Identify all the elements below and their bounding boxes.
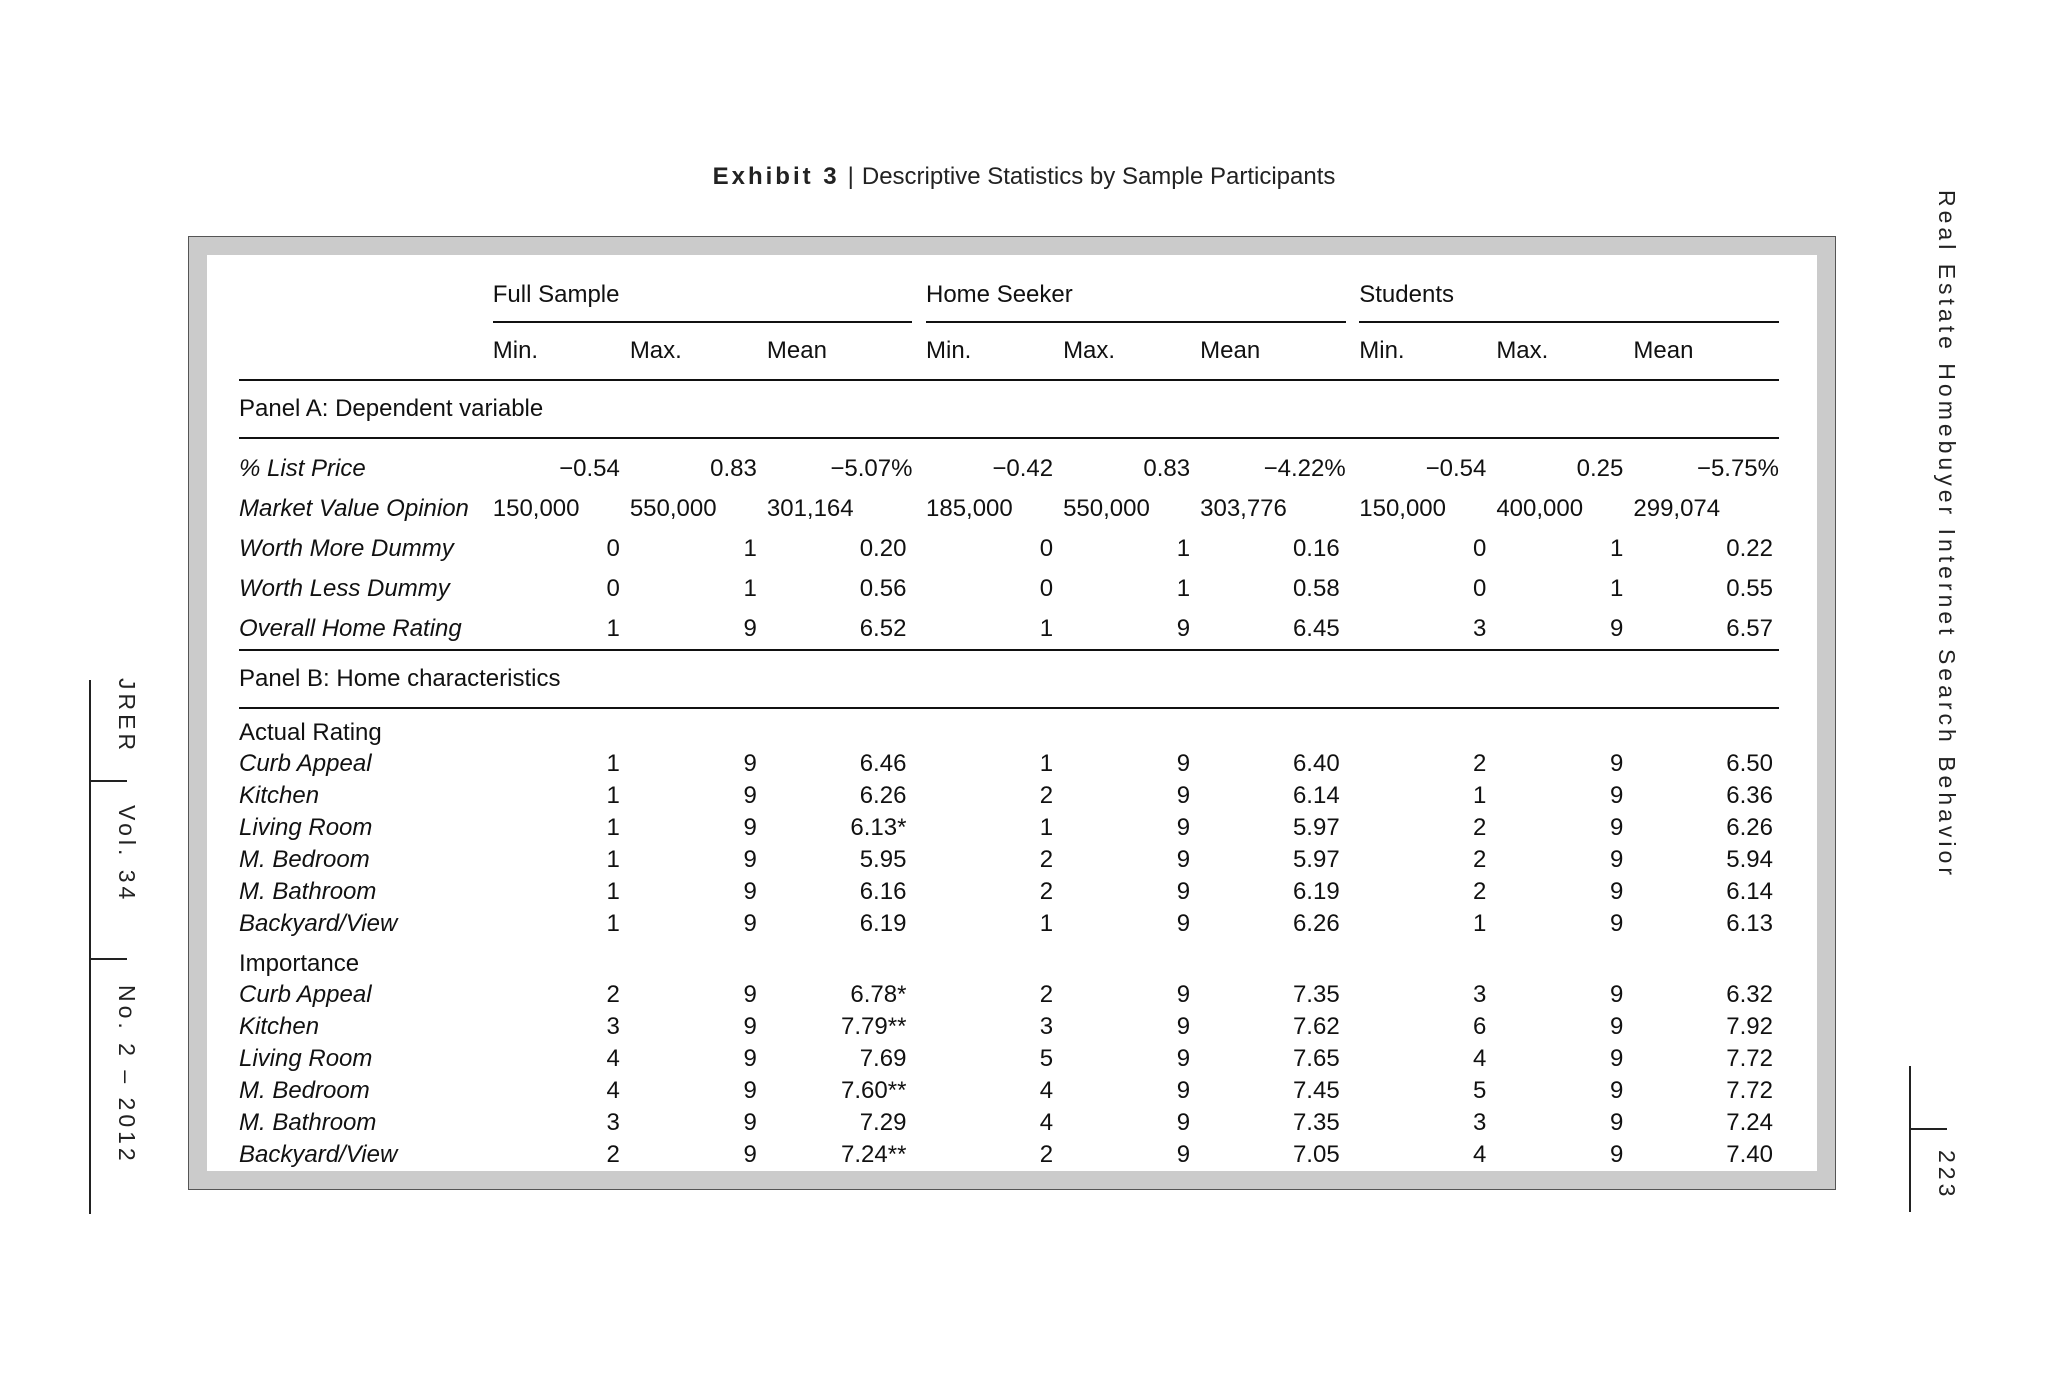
table-row [239,609,1779,650]
cell: 4 [606,1045,620,1072]
cell: 550,000 [1063,495,1150,522]
cell: −0.54 [1425,455,1487,482]
cell: 9 [1176,782,1191,809]
row-label: Kitchen [239,782,320,809]
cell: 2 [1472,814,1487,841]
table-row [239,1139,1779,1171]
panel-a-title: Panel A: Dependent variable [239,380,1779,438]
cell: 1 [606,878,620,905]
cell: 9 [743,750,757,777]
journal-issue: No. 2 – 2012 [114,985,140,1165]
cell: 0.22 [1726,535,1773,562]
cell: 4 [1472,1141,1487,1168]
section-title-row [239,708,1779,748]
cell: 7.72 [1726,1045,1773,1072]
cell: 1 [1039,750,1054,777]
cell: 2 [1039,878,1054,905]
table-row [239,1107,1779,1139]
row-label: Worth More Dummy [239,535,454,562]
table-row [239,449,1779,489]
cell: 1 [1472,782,1487,809]
cell: 0.56 [859,575,907,602]
cell: 6.32 [1726,981,1773,1008]
cell: 1 [606,750,620,777]
cell: 9 [743,1141,757,1168]
cell: 299,074 [1633,495,1721,522]
page-number: 223 [1934,1150,1960,1201]
cell: 6.45 [1200,609,1346,650]
cell: 6.16 [859,878,907,905]
cell: 1 [1039,910,1054,937]
cell: 2 [1039,981,1054,1008]
row-label: Living Room [239,1045,373,1072]
cell: 5.97 [1292,846,1340,873]
row-label: Market Value Opinion [239,495,469,522]
cell: 7.92 [1726,1013,1773,1040]
group-home-seeker: Home Seeker [926,268,1346,322]
cell: 7.05 [1292,1141,1340,1168]
cell: 9 [1610,1109,1624,1136]
cell: 9 [743,782,757,809]
cell: 9 [630,609,767,650]
cell: 7.69 [859,1045,907,1072]
cell: 9 [1176,814,1191,841]
cell: 2 [606,981,620,1008]
cell: 2 [1472,846,1487,873]
cell: 7.79** [841,1013,907,1040]
cell: 1 [926,609,1063,650]
cell: 303,776 [1200,495,1287,522]
cell: 0 [1039,535,1054,562]
cell: 7.35 [1292,1109,1340,1136]
cell: 9 [1610,981,1624,1008]
cell: 1 [1472,910,1487,937]
cell: 7.40 [1726,1141,1773,1168]
cell: 5 [1039,1045,1054,1072]
table-row [239,569,1779,609]
table-frame [188,236,1836,1190]
cell: 0.83 [1143,455,1191,482]
group-students: Students [1359,268,1779,322]
journal-name: JRER [114,678,140,755]
cell: 7.24 [1726,1109,1773,1136]
cell: 9 [743,1109,757,1136]
cell: 0 [606,535,620,562]
cell: 6.57 [1633,609,1779,650]
table-row [239,1075,1779,1107]
cell: 0 [1472,535,1487,562]
cell: 7.29 [859,1109,907,1136]
cell: 1 [606,814,620,841]
cell: 7.35 [1292,981,1340,1008]
section-actual-rating: Actual Rating [239,719,382,746]
row-label: Backyard/View [239,1141,398,1168]
cell: 0 [1472,575,1487,602]
cell: 9 [1176,1141,1191,1168]
cell: 9 [1610,878,1624,905]
cell: 9 [1176,750,1191,777]
cell: 3 [1359,609,1496,650]
cell: 9 [1063,609,1200,650]
cell: 3 [1472,1109,1487,1136]
cell: 5.94 [1726,846,1773,873]
cell: 6.14 [1726,878,1773,905]
row-label: Curb Appeal [239,750,372,777]
cell: 6.40 [1292,750,1340,777]
cell: 0.25 [1576,455,1624,482]
table-row [239,908,1779,940]
cell: 150,000 [1359,495,1447,522]
group-full-sample: Full Sample [493,268,913,322]
cell: 9 [1176,981,1191,1008]
cell: 9 [1176,1013,1191,1040]
cell: 5.95 [859,846,907,873]
table-row [239,489,1779,529]
cell: 1 [1176,535,1191,562]
row-label: Worth Less Dummy [239,575,450,602]
cell: 9 [743,1045,757,1072]
cell: 7.72 [1726,1077,1773,1104]
cell: 9 [1610,782,1624,809]
cell: 550,000 [629,495,717,522]
cell: 6.50 [1726,750,1773,777]
cell: 2 [1472,750,1487,777]
cell: 9 [1610,814,1624,841]
cell: 0 [606,575,620,602]
col-max: Max. [1496,322,1633,380]
cell: 9 [1176,846,1191,873]
cell: 9 [1176,1109,1191,1136]
exhibit-separator: | [847,163,854,190]
cell: 0.83 [710,455,757,482]
cell: 3 [606,1013,620,1040]
row-label: M. Bathroom [239,1109,377,1136]
cell: 5.97 [1292,814,1340,841]
margin-rule [89,780,127,782]
cell: 4 [606,1077,620,1104]
group-header-row [239,268,1779,322]
margin-rule [1909,1128,1947,1130]
panel-b-title-row [239,650,1779,708]
margin-rule [89,958,127,960]
row-label: M. Bedroom [239,1077,370,1104]
col-mean: Mean [1200,322,1346,380]
cell: 9 [1176,1077,1191,1104]
cell: 6.19 [859,910,907,937]
row-label: M. Bathroom [239,878,377,905]
col-min: Min. [926,322,1063,380]
running-title: Real Estate Homebuyer Internet Search Behavior [1934,190,1960,879]
col-max: Max. [630,322,767,380]
cell: 7.45 [1292,1077,1340,1104]
cell: 0.16 [1292,535,1340,562]
cell: −4.22% [1263,455,1346,482]
cell: 301,164 [766,495,854,522]
cell: 4 [1039,1109,1054,1136]
table-row [239,844,1779,876]
col-mean: Mean [1633,322,1779,380]
cell: 0.58 [1292,575,1340,602]
cell: −5.75% [1696,455,1779,482]
table-row [239,748,1779,780]
cell: 1 [493,609,630,650]
cell: 1 [606,846,620,873]
cell: 1 [606,782,620,809]
cell: 9 [743,1013,757,1040]
row-label: M. Bedroom [239,846,370,873]
cell: 1 [743,575,757,602]
cell: 6.13 [1726,910,1773,937]
cell: 7.65 [1292,1045,1340,1072]
cell: 9 [1176,910,1191,937]
row-label: Living Room [239,814,373,841]
col-mean: Mean [767,322,913,380]
cell: 6.46 [859,750,907,777]
cell: 6.78* [850,981,907,1008]
table-row [239,812,1779,844]
cell: 9 [743,878,757,905]
cell: −0.54 [559,455,620,482]
cell: 2 [606,1141,620,1168]
table-row [239,1043,1779,1075]
table-row [239,1011,1779,1043]
table-panel [207,255,1817,1171]
table-row [239,780,1779,812]
cell: 1 [1039,814,1054,841]
subheader-row [239,322,1779,380]
cell: 7.62 [1292,1013,1340,1040]
cell: 6.52 [767,609,913,650]
cell: 9 [1496,609,1633,650]
cell: 1 [606,910,620,937]
cell: 9 [1610,1045,1624,1072]
cell: 0.55 [1726,575,1773,602]
cell: 6.14 [1292,782,1340,809]
cell: 2 [1039,1141,1054,1168]
panel-b-title: Panel B: Home characteristics [239,650,1779,708]
exhibit-label: Exhibit 3 [712,163,840,190]
cell: 2 [1039,846,1054,873]
cell: 3 [1472,981,1487,1008]
cell: 3 [1039,1013,1054,1040]
cell: 400,000 [1496,495,1584,522]
cell: 9 [743,981,757,1008]
cell: 0.20 [859,535,907,562]
cell: 7.60** [841,1077,907,1104]
cell: 9 [1610,846,1624,873]
cell: 7.24** [841,1141,907,1168]
table-row [239,529,1779,569]
statistics-table [239,268,1779,1171]
cell: 9 [1610,750,1624,777]
margin-rule [1909,1066,1911,1212]
section-title-row [239,940,1779,979]
col-min: Min. [1359,322,1496,380]
cell: 1 [1610,575,1624,602]
cell: 1 [1610,535,1624,562]
row-label: Curb Appeal [239,981,372,1008]
cell: 6.26 [1726,814,1773,841]
cell: 9 [1610,1077,1624,1104]
col-max: Max. [1063,322,1200,380]
cell: 0 [1039,575,1054,602]
cell: −5.07% [830,455,913,482]
cell: 2 [1039,782,1054,809]
cell: −0.42 [992,455,1054,482]
panel-a-title-row [239,380,1779,438]
cell: 6 [1472,1013,1487,1040]
cell: 9 [1610,1141,1624,1168]
table-row [239,979,1779,1011]
exhibit-subtitle: Descriptive Statistics by Sample Participants [861,163,1336,190]
cell: 9 [743,1077,757,1104]
journal-volume: Vol. 34 [114,805,140,904]
cell: 9 [743,814,757,841]
row-label: Kitchen [239,1013,320,1040]
cell: 4 [1039,1077,1054,1104]
cell: 4 [1472,1045,1487,1072]
cell: 1 [743,535,757,562]
section-importance: Importance [239,950,360,977]
col-min: Min. [493,322,630,380]
cell: 150,000 [492,495,580,522]
cell: 6.13* [850,814,907,841]
exhibit-title [0,163,2048,191]
cell: 9 [743,910,757,937]
cell: 6.26 [1292,910,1340,937]
cell: 9 [1176,878,1191,905]
cell: 6.36 [1726,782,1773,809]
cell: 185,000 [926,495,1013,522]
cell: 6.26 [859,782,907,809]
table-row [239,876,1779,908]
cell: 9 [743,846,757,873]
row-label: Overall Home Rating [239,609,493,650]
cell: 3 [606,1109,620,1136]
cell: 2 [1472,878,1487,905]
row-label: % List Price [239,455,366,482]
cell: 5 [1472,1077,1487,1104]
cell: 1 [1176,575,1191,602]
cell: 9 [1176,1045,1191,1072]
cell: 9 [1610,910,1624,937]
cell: 6.19 [1292,878,1340,905]
cell: 9 [1610,1013,1624,1040]
margin-rule [89,680,91,1214]
row-label: Backyard/View [239,910,398,937]
